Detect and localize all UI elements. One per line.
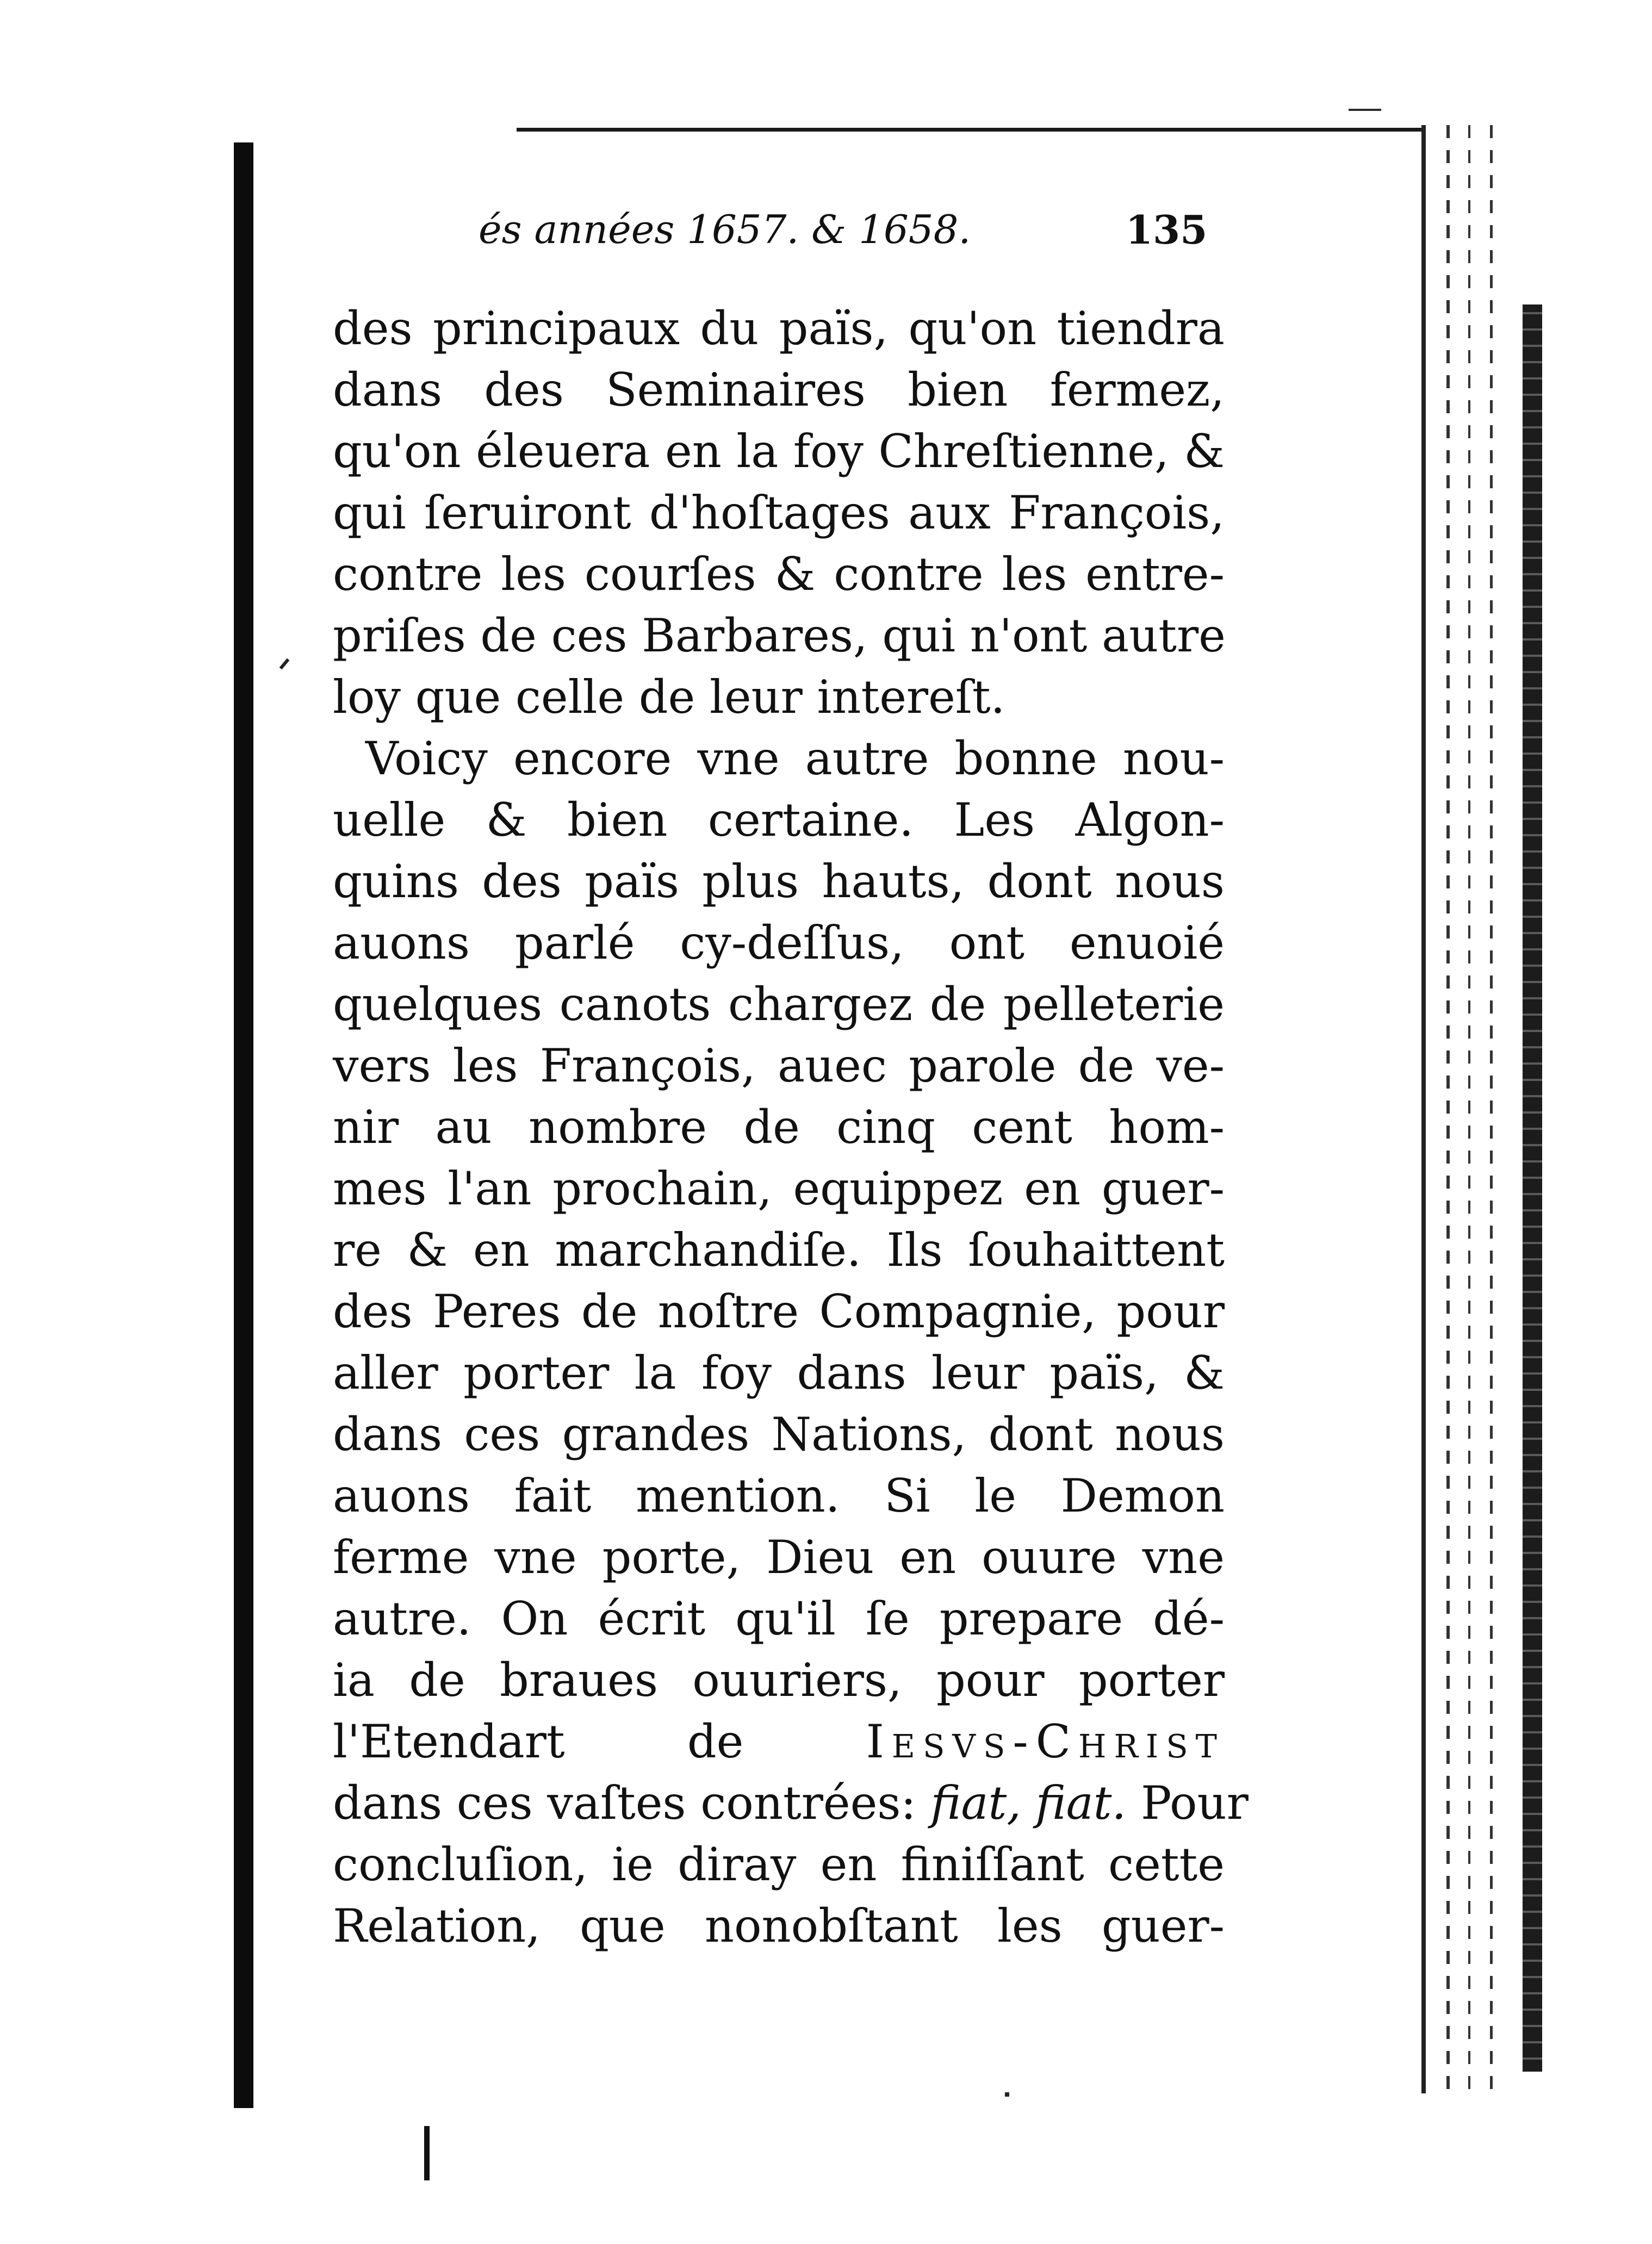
text-line: ia de braues ouuriers, pour porter bbox=[333, 1654, 1225, 1707]
text-run: Pour bbox=[1140, 1776, 1249, 1830]
text-line: qui ſeruiront d'hoſtages aux François, bbox=[333, 486, 1225, 539]
page-edge bbox=[1421, 125, 1426, 2093]
latin-phrase: fiat, fiat. bbox=[930, 1776, 1127, 1830]
page-edge-dashes bbox=[1490, 125, 1493, 2093]
page-edge-dashes bbox=[1468, 125, 1470, 2093]
text-line: Voicy encore vne autre bonne nou- bbox=[365, 732, 1225, 785]
text-line: mes l'an prochain, equippez en guer- bbox=[333, 1162, 1225, 1215]
text-line: auons parlé cy-deſſus, ont enuoié bbox=[333, 916, 1225, 969]
text-line: Relation, que nonobſtant les guer- bbox=[333, 1899, 1225, 1953]
text-line: dans ces grandes Nations, dont nous bbox=[333, 1408, 1225, 1461]
text-line: auons fait mention. Si le Demon bbox=[333, 1469, 1225, 1522]
name-jesus-christ: Iesvs-Christ bbox=[866, 1715, 1225, 1768]
text-line bbox=[333, 1773, 1249, 1834]
text-line: des principaux du païs, qu'on tiendra bbox=[333, 302, 1225, 355]
body-text bbox=[333, 298, 1249, 1957]
page-edge-shadow bbox=[1523, 304, 1542, 2072]
page-edge-dashes bbox=[1446, 125, 1450, 2093]
text-line: qu'on éleuera en la foy Chreſtienne, & bbox=[333, 425, 1225, 478]
text-run: dans ces vaſtes contrées: bbox=[333, 1776, 916, 1830]
text-line: contre les courſes & contre les entre- bbox=[333, 548, 1225, 601]
text-run: l'Etendart de bbox=[333, 1715, 744, 1768]
text-line bbox=[333, 1711, 1225, 1773]
text-line: aller porter la foy dans leur païs, & bbox=[333, 1346, 1225, 1400]
gutter-mark bbox=[424, 2126, 430, 2180]
running-header bbox=[479, 207, 1240, 261]
text-line: nir au nombre de cinq cent hom- bbox=[333, 1101, 1225, 1154]
top-rule-mark bbox=[1349, 109, 1381, 111]
text-line: des Peres de noſtre Compagnie, pour bbox=[333, 1285, 1225, 1338]
text-line: uelle & bien certaine. Les Algon- bbox=[333, 793, 1225, 847]
text-line: ferme vne porte, Dieu en ouure vne bbox=[333, 1531, 1225, 1584]
speck bbox=[1005, 2092, 1009, 2097]
text-line: autre. On écrit qu'il ſe prepare dé- bbox=[333, 1592, 1225, 1645]
text-line: dans des Seminaires bien fermez, bbox=[333, 363, 1225, 417]
top-rule bbox=[517, 128, 1425, 132]
running-title: és années 1657. & 1658. bbox=[479, 207, 971, 252]
text-line: vers les François, auec parole de ve- bbox=[333, 1039, 1225, 1092]
left-page-fragment bbox=[0, 0, 256, 2244]
speck bbox=[280, 658, 290, 670]
text-line: loy que celle de leur intereſt. bbox=[333, 670, 1005, 724]
text-line: quelques canots chargez de pelleterie bbox=[333, 978, 1225, 1031]
page-number: 135 bbox=[1126, 207, 1208, 253]
text-line: priſes de ces Barbares, qui n'ont autre bbox=[333, 609, 1226, 662]
text-line: re & en marchandiſe. Ils ſouhaittent bbox=[333, 1223, 1225, 1277]
text-line: concluſion, ie diray en finiſſant cette bbox=[333, 1838, 1225, 1891]
text-line: quins des païs plus hauts, dont nous bbox=[333, 855, 1225, 908]
